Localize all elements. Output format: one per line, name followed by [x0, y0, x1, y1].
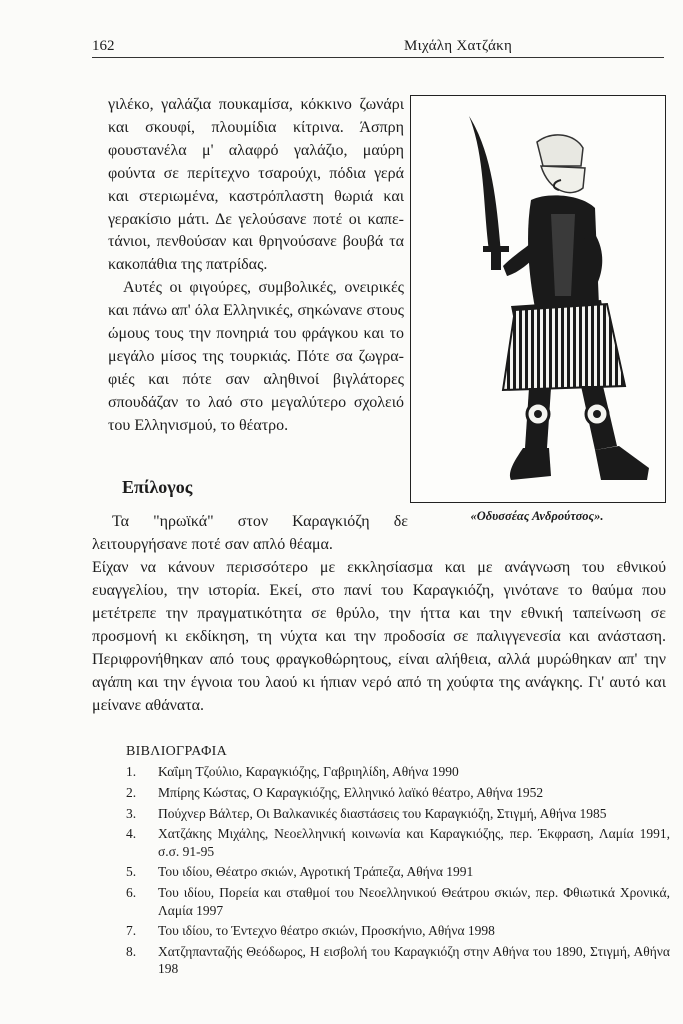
- item-number: 8.: [126, 944, 137, 960]
- bibliography-item: [126, 805, 670, 822]
- epilogue-paragraph: Είχαν να κάνουν περισσότερο με εκκλησίασμα και με ανάγνωση του εθνικού ευαγγελίου, την ιστορία. Εκεί, στο πανί του Καραγκιόζη, γινότανε το θαύμα που μετέτρεπε την πραγματικότητα σε θρύλο, την ήττα και την εθνική ταπείνωση σε προσμονή κι εκδίκηση, τη νύχτα και την προδοσία σε παλιγγενεσία και ανάσταση. Περιφρονήθηκαν από τους φραγκοθώρητους, είναι αλήθεια, αλλά μυρώθηκαν απ' την αγάπη και την έγνοια του λαού κι ήπιαν νερό από τη χούφτα της ανάγκης. Γι' αυτό και μείνανε αθάνατα.: [92, 559, 666, 714]
- bibliography-item: [126, 784, 670, 801]
- bibliography-item: [126, 825, 670, 860]
- section-heading: Επίλογος: [122, 477, 193, 497]
- running-title: Μιχάλη Χατζάκη: [404, 38, 513, 54]
- item-text: Χατζάκης Μιχάλης, Νεοελληνική κοινωνία και Καραγκιόζης, περ. Έκφραση, Λαμία 1991, σ.σ. 91-95: [158, 826, 670, 859]
- item-text: Πούχνερ Βάλτερ, Οι Βαλκανικές διαστάσεις του Καραγκιόζη, Στιγμή, Αθήνα 1985: [158, 805, 607, 821]
- page-number: 162: [92, 38, 115, 54]
- item-number: 1.: [126, 764, 137, 779]
- item-number: 6.: [126, 885, 137, 901]
- item-text: Μπίρης Κώστας, Ο Καραγκιόζης, Ελληνικό λαϊκό θέατρο, Αθήνα 1952: [158, 784, 544, 800]
- item-number: 4.: [126, 826, 137, 842]
- item-text: Του ιδίου, Θέατρο σκιών, Αγροτική Τράπεζα, Αθήνα 1991: [158, 864, 474, 880]
- bibliography-item: [126, 884, 670, 919]
- shadow-puppet-illustration: [411, 96, 665, 502]
- bibliography-item: [126, 943, 670, 978]
- epilogue-opening: Τα "ηρωϊκά" στον Καραγκιόζη δε λειτουργήσανε ποτέ σαν απλό θέαμα.: [92, 513, 408, 553]
- item-text: Του ιδίου, Πορεία και σταθμοί του Νεοελληνικού Θεάτρου σκιών, περ. Φθιωτικά Χρονικά, Λαμία 1997: [158, 885, 670, 918]
- item-number: 3.: [126, 805, 137, 821]
- item-number: 7.: [126, 923, 137, 939]
- item-text: Του ιδίου, το Έντεχνο θέατρο σκιών, Προσκήνιο, Αθήνα 1998: [158, 923, 495, 939]
- item-number: 5.: [126, 864, 137, 880]
- body-text-column: [108, 94, 404, 438]
- bibliography-item: [126, 863, 670, 880]
- bibliography-item: [126, 922, 670, 939]
- item-number: 2.: [126, 784, 137, 800]
- header-rule: [92, 57, 664, 58]
- figure-caption: «Οδυσσέας Ανδρούτσος».: [470, 509, 604, 523]
- bibliography-title: ΒΙΒΛΙΟΓΡΑΦΙΑ: [126, 744, 228, 759]
- item-text: Καΐμη Τζούλιο, Καραγκιόζης, Γαβριηλίδη, Αθήνα 1990: [158, 764, 459, 779]
- bibliography-list: [126, 763, 670, 978]
- body-paragraph: γιλέκο, γαλάζια πουκαμίσα, κόκκινο ζωνάρι και σκουφί, πλουμίδια κίτρινα. Άσπρη φουστανέλα μ' αλαφρό γαλάζιο, μαύρη φούντα σε περίτεχνο τσαρούχι, πόδια γερά και στεριωμένα, καστρόπλαστη θωριά και γερακίσιο μάτι. Δε γελούσανε ποτέ οι καπετάνιοι, πενθούσαν και θρηνούσανε βουβά τα κακοπάθια της πατρίδας.: [108, 96, 404, 274]
- running-header: [92, 36, 664, 58]
- shadow-puppet-figure: [410, 95, 666, 503]
- bibliography-item: [126, 763, 670, 780]
- item-text: Χατζηπανταζής Θεόδωρος, Η εισβολή του Καραγκιόζη στην Αθήνα του 1890, Στιγμή, Αθήνα 198: [158, 944, 670, 977]
- body-paragraph: Αυτές οι φιγούρες, συμβολικές, ονειρικές και πάνω απ' όλα Ελληνικές, σηκώνανε στους ώμους τους την πονηριά του φράγκου και το μεγάλο μίσος της τουρκιάς. Πότε σα ζωγραφιές και πότε σαν αληθινοί βιγλάτορες σπουδάζαν το λαό στο μεγαλύτερο σχολειό του Ελληνισμού, το θέατρο.: [108, 279, 404, 434]
- bibliography: [126, 744, 670, 981]
